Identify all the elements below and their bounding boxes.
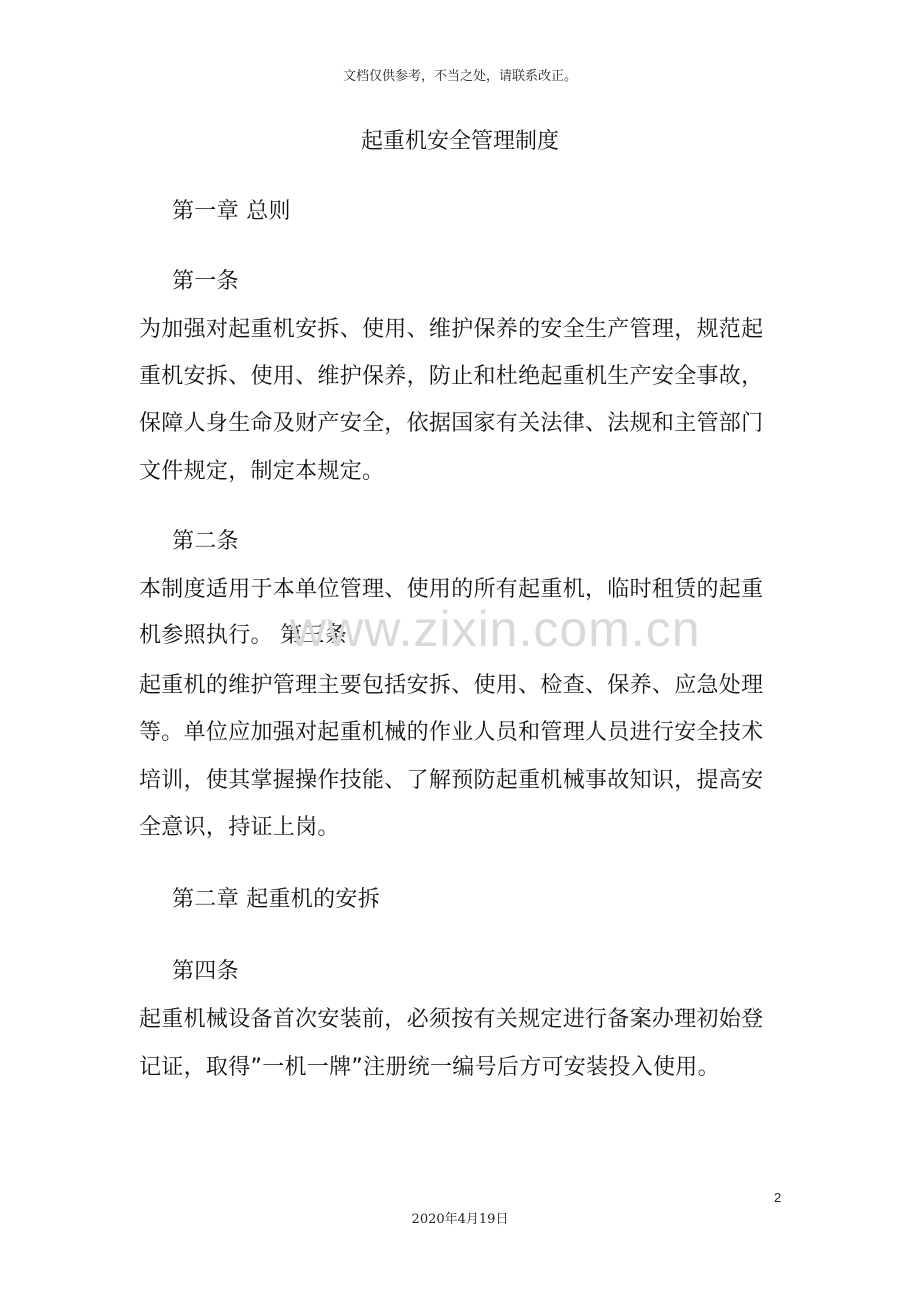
- chapter-1-heading: 第一章 总则: [172, 199, 291, 224]
- article-3-line: 起重机的维护管理主要包括安拆、使用、检查、保养、应急处理: [139, 673, 764, 698]
- article-3-line: 培训，使其掌握操作技能、了解预防起重机械事故知识，提高安: [139, 768, 764, 793]
- article-2-line: 机参照执行。 第三条: [139, 623, 347, 648]
- header-note: 文档仅供参考，不当之处，请联系改正。: [342, 69, 577, 84]
- article-1-line: 文件规定，制定本规定。: [139, 459, 385, 484]
- page-title: 起重机安全管理制度: [360, 129, 559, 154]
- chapter-2-heading: 第二章 起重机的安拆: [172, 887, 380, 912]
- article-2-heading: 第二条: [172, 529, 239, 554]
- footer-date: 2020年4月19日: [411, 1212, 509, 1227]
- article-4-line: 起重机械设备首次安装前，必须按有关规定进行备案办理初始登: [139, 1007, 764, 1032]
- article-4-line: 记证，取得”一机一牌”注册统一编号后方可安装投入使用。: [139, 1055, 720, 1080]
- article-2-line: 本制度适用于本单位管理、使用的所有起重机，临时租赁的起重: [139, 577, 764, 602]
- article-1-heading: 第一条: [172, 269, 239, 294]
- page-number: 2: [774, 1190, 782, 1205]
- article-3-line: 等。单位应加强对起重机械的作业人员和管理人员进行安全技术: [139, 720, 764, 745]
- article-3-line: 全意识，持证上岗。: [139, 815, 340, 840]
- watermark: www.zixin.com.cn: [290, 601, 701, 657]
- article-4-heading: 第四条: [172, 959, 239, 984]
- article-1-line: 重机安拆、使用、维护保养，防止和杜绝起重机生产安全事故，: [139, 364, 764, 389]
- article-1-line: 为加强对起重机安拆、使用、维护保养的安全生产管理，规范起: [139, 317, 764, 342]
- article-1-line: 保障人身生命及财产安全，依据国家有关法律、法规和主管部门: [139, 411, 764, 436]
